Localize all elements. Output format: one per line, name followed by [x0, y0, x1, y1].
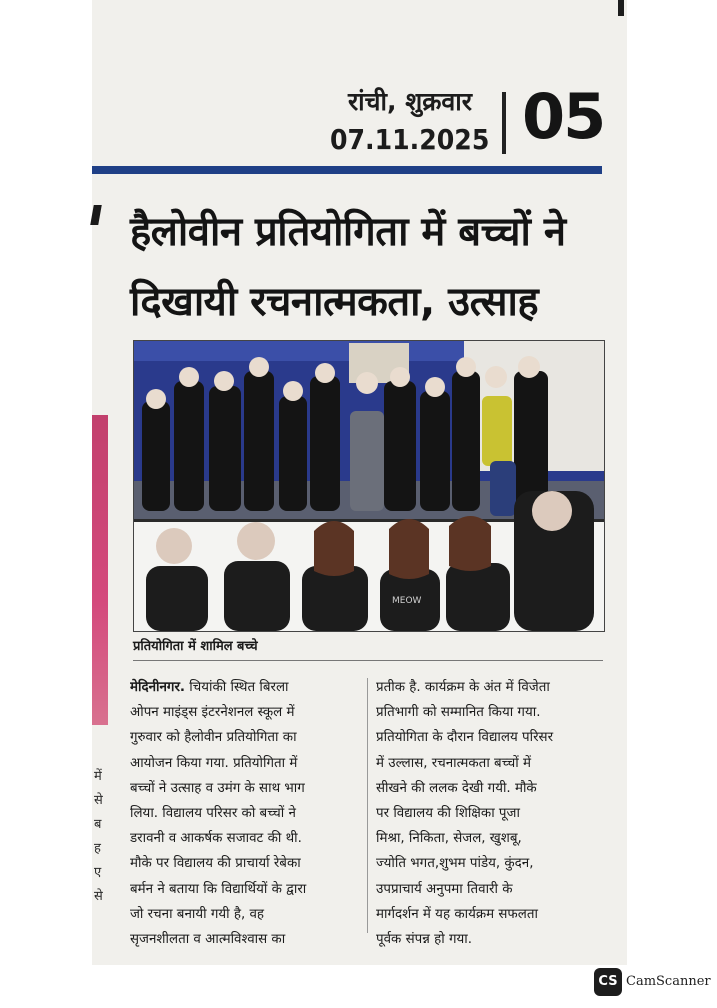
corner-mark: [618, 0, 624, 16]
article-line: डरावनी व आकर्षक सजावट की थी.: [130, 831, 302, 847]
fragment-text: से: [94, 889, 103, 904]
article-line: मौके पर विद्यालय की प्राचार्या रेबेका: [130, 856, 301, 872]
article-column-right: [376, 675, 604, 952]
masthead-divider: [502, 92, 506, 154]
article-line: ज्योति भगत,शुभम पांडेय, कुंदन,: [376, 856, 534, 872]
article-line: प्रतियोगिता के दौरान विद्यालय परिसर: [376, 730, 554, 746]
article-line: पूर्वक संपन्न हो गया.: [376, 932, 473, 948]
article-line: सीखने की ललक देखी गयी. मौके: [376, 780, 537, 796]
photo-caption: प्रतियोगिता में शामिल बच्चे: [133, 639, 258, 654]
article-line: मिश्रा, निकिता, सेजल, खुशबू,: [376, 831, 522, 847]
camscanner-label: CamScanner: [626, 974, 711, 989]
article-line: ओपन माइंड्स इंटरनेशनल स्कूल में: [130, 705, 295, 721]
fragment-text: ह: [94, 841, 101, 856]
headline-line-1: हैलोवीन प्रतियोगिता में बच्चों ने: [130, 209, 566, 255]
camscanner-logo-icon: CS: [594, 968, 622, 996]
article-line: मार्गदर्शन में यह कार्यक्रम सफलता: [376, 906, 538, 922]
article-line: सृजनशीलता व आत्मविश्वास का: [130, 932, 286, 948]
article-column-left: [130, 675, 358, 952]
article-line: [130, 675, 358, 700]
article-line: लिया. विद्यालय परिसर को बच्चों ने: [130, 806, 296, 822]
photo-sign-text: MEOW: [392, 596, 422, 606]
column-divider: [367, 678, 368, 933]
dateline: मेदिनीनगर.: [130, 680, 186, 695]
article-text: चियांकी स्थित बिरला: [185, 680, 289, 695]
article-line: प्रतीक है. कार्यक्रम के अंत में विजेता: [376, 680, 550, 695]
masthead-date: 07.11.2025: [330, 123, 490, 156]
article-line: जो रचना बनायी गयी है, वह: [130, 906, 265, 922]
header-rule: [92, 166, 602, 174]
headline-line-2: दिखायी रचनात्मकता, उत्साह: [130, 279, 539, 325]
article-line: में उल्लास, रचनात्मकता बच्चों में: [376, 755, 531, 771]
adjacent-article-edge: [92, 415, 108, 725]
fragment-text: में: [94, 769, 102, 784]
caption-rule: [133, 660, 603, 661]
article-line: गुरुवार को हैलोवीन प्रतियोगिता का: [130, 730, 297, 746]
fragment-text: से: [94, 793, 103, 808]
fragment-text: ब: [94, 817, 102, 832]
adjacent-column-fragments: [94, 765, 124, 909]
page-number: 05: [522, 80, 605, 153]
article-line: आयोजन किया गया. प्रतियोगिता में: [130, 755, 298, 771]
article-line: बर्मन ने बताया कि विद्यार्थियों के द्वारा: [130, 881, 307, 897]
masthead-place-day: रांची, शुक्रवार: [347, 87, 472, 116]
fragment-text: ए: [94, 865, 102, 880]
article-line: प्रतिभागी को सम्मानित किया गया.: [376, 705, 541, 721]
article-line: उपप्राचार्य अनुपमा तिवारी के: [376, 881, 513, 897]
article-line: बच्चों ने उत्साह व उमंग के साथ भाग: [130, 780, 305, 796]
article-photo: [133, 340, 605, 632]
article-line: पर विद्यालय की शिक्षिका पूजा: [376, 806, 520, 822]
